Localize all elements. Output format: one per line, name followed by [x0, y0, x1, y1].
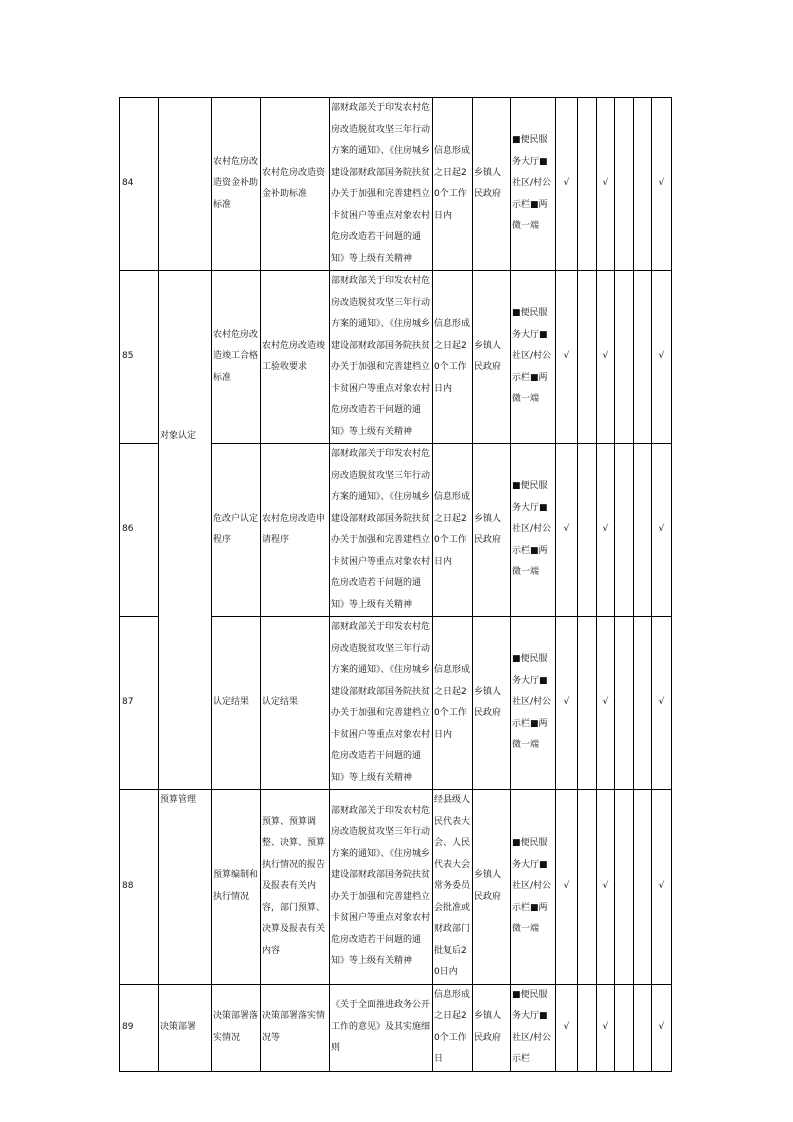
category-object: 对象认定	[159, 271, 212, 790]
row-number: 86	[120, 444, 159, 617]
empty-cell	[578, 617, 597, 790]
item-cell: 危改户认定程序	[212, 444, 261, 617]
empty-cell	[578, 271, 597, 444]
category-budget: 预算管理	[159, 790, 212, 985]
table-row	[120, 98, 672, 271]
content-cell: 农村危房改造资金补助标准	[261, 98, 330, 271]
row-number: 84	[120, 98, 159, 271]
time-cell: 信息形成之日起20个工作日内	[433, 444, 473, 617]
content-cell: 决策部署落实情况等	[261, 984, 330, 1071]
subject-cell: 乡镇人民政府	[473, 444, 511, 617]
item-cell: 农村危房改造竣工合格标准	[212, 271, 261, 444]
check-mark: √	[556, 617, 578, 790]
channel-cell: ■便民服务大厅■社区/村公示栏■两微一端	[511, 444, 556, 617]
row-number: 87	[120, 617, 159, 790]
empty-cell	[634, 984, 652, 1071]
empty-cell	[615, 98, 634, 271]
item-cell: 认定结果	[212, 617, 261, 790]
check-mark: √	[556, 984, 578, 1071]
subject-cell: 乡镇人民政府	[473, 790, 511, 985]
empty-cell	[634, 444, 652, 617]
category-decision: 决策部署	[159, 984, 212, 1071]
subject-cell: 乡镇人民政府	[473, 98, 511, 271]
check-mark: √	[597, 984, 615, 1071]
basis-cell: 《关于全面推进政务公开工作的意见》及其实施细则	[330, 984, 433, 1071]
empty-cell	[578, 790, 597, 985]
time-cell: 信息形成之日起20个工作日内	[433, 98, 473, 271]
basis-cell: 部财政部关于印发农村危房改造脱贫攻坚三年行动方案的通知》、《住房城乡建设部财政部国务院扶贫办关于加强和完善建档立卡贫困户等重点对象农村危房改造若干问题的通知》等上级有关精神	[330, 271, 433, 444]
time-cell: 经县级人民代表大会、人民代表大会常务委员会批准或财政部门批复后20日内	[433, 790, 473, 985]
content-cell: 农村危房改造竣工验收要求	[261, 271, 330, 444]
time-cell: 信息形成之日起20个工作日内	[433, 617, 473, 790]
subject-cell: 乡镇人民政府	[473, 271, 511, 444]
check-mark: √	[652, 271, 672, 444]
check-mark: √	[652, 617, 672, 790]
check-mark: √	[556, 790, 578, 985]
check-mark: √	[652, 790, 672, 985]
empty-cell	[615, 271, 634, 444]
basis-cell: 部财政部关于印发农村危房改造脱贫攻坚三年行动方案的通知》、《住房城乡建设部财政部国务院扶贫办关于加强和完善建档立卡贫困户等重点对象农村危房改造若干问题的通知》等上级有关精神	[330, 790, 433, 985]
check-mark: √	[597, 98, 615, 271]
time-cell: 信息形成之日起20个工作日	[433, 984, 473, 1071]
empty-cell	[578, 444, 597, 617]
empty-cell	[634, 271, 652, 444]
basis-cell: 部财政部关于印发农村危房改造脱贫攻坚三年行动方案的通知》、《住房城乡建设部财政部国务院扶贫办关于加强和完善建档立卡贫困户等重点对象农村危房改造若干问题的通知》等上级有关精神	[330, 444, 433, 617]
basis-cell: 部财政部关于印发农村危房改造脱贫攻坚三年行动方案的通知》、《住房城乡建设部财政部国务院扶贫办关于加强和完善建档立卡贫困户等重点对象农村危房改造若干问题的通知》等上级有关精神	[330, 98, 433, 271]
channel-cell: ■便民服务大厅■社区/村公示栏■两微一端	[511, 271, 556, 444]
basis-cell: 部财政部关于印发农村危房改造脱贫攻坚三年行动方案的通知》、《住房城乡建设部财政部国务院扶贫办关于加强和完善建档立卡贫困户等重点对象农村危房改造若干问题的通知》等上级有关精神	[330, 617, 433, 790]
subject-cell: 乡镇人民政府	[473, 617, 511, 790]
check-mark: √	[597, 617, 615, 790]
row-number: 85	[120, 271, 159, 444]
subject-cell: 乡镇人民政府	[473, 984, 511, 1071]
channel-cell: ■便民服务大厅■社区/村公示栏■两微一端	[511, 617, 556, 790]
check-mark: √	[556, 271, 578, 444]
check-mark: √	[597, 271, 615, 444]
content-cell: 预算、预算调整、决算、预算执行情况的报告及报表有关内容，部门预算、决算及报表有关内容	[261, 790, 330, 985]
item-cell: 预算编制和执行情况	[212, 790, 261, 985]
check-mark: √	[652, 984, 672, 1071]
check-mark: √	[597, 790, 615, 985]
table-row	[120, 790, 672, 985]
table-row	[120, 271, 672, 444]
disclosure-table	[119, 97, 672, 1072]
time-cell: 信息形成之日起20个工作日内	[433, 271, 473, 444]
empty-cell	[615, 444, 634, 617]
empty-cell	[578, 98, 597, 271]
check-mark: √	[652, 444, 672, 617]
item-cell: 决策部署落实情况	[212, 984, 261, 1071]
empty-cell	[615, 790, 634, 985]
empty-cell	[634, 790, 652, 985]
channel-cell: ■便民服务大厅■社区/村公示栏	[511, 984, 556, 1071]
check-mark: √	[652, 98, 672, 271]
check-mark: √	[556, 98, 578, 271]
empty-cell	[615, 617, 634, 790]
table-row	[120, 984, 672, 1071]
category-cell	[159, 98, 212, 271]
empty-cell	[634, 98, 652, 271]
row-number: 89	[120, 984, 159, 1071]
check-mark: √	[556, 444, 578, 617]
channel-cell: ■便民服务大厅■社区/村公示栏■两微一端	[511, 98, 556, 271]
check-mark: √	[597, 444, 615, 617]
item-cell: 农村危房改造资金补助标准	[212, 98, 261, 271]
empty-cell	[615, 984, 634, 1071]
content-cell: 农村危房改造申请程序	[261, 444, 330, 617]
empty-cell	[578, 984, 597, 1071]
row-number: 88	[120, 790, 159, 985]
channel-cell: ■便民服务大厅■社区/村公示栏■两微一端	[511, 790, 556, 985]
empty-cell	[634, 617, 652, 790]
content-cell: 认定结果	[261, 617, 330, 790]
